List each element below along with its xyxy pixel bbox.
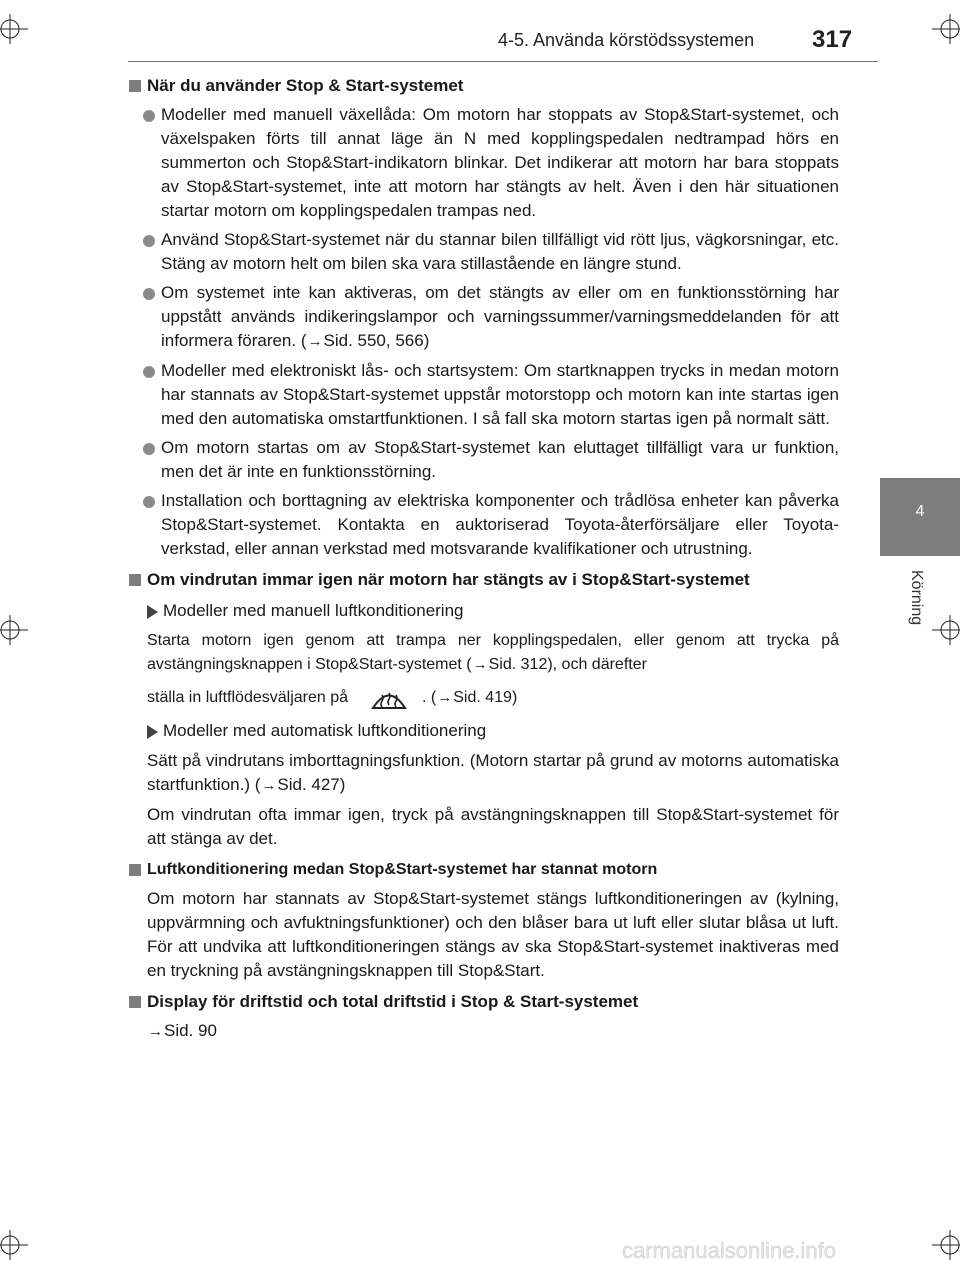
list-item-text: Installation och borttagning av elektriska komponenter och trådlösa enheter kan påverka Stop&Start-systemet. Kontakta en auktoriserad Toyota-återförsäljare eller Toyota-verkstad, eller annan verkstad med motsvarande kvalifikationer och utrustning.: [161, 491, 839, 558]
paragraph: [127, 1019, 839, 1044]
heading-text: Om vindrutan immar igen när motorn har stängts av i Stop&Start-systemet: [147, 570, 750, 589]
round-bullet-icon: [143, 496, 155, 508]
triangle-bullet-icon: [147, 725, 158, 739]
crop-mark-top-right: [930, 14, 960, 44]
paragraph-text: Om vindrutan ofta immar igen, tryck på avstängningsknappen till Stop&Start-systemet för att stänga av det.: [147, 805, 839, 848]
paragraph-text: . (: [422, 689, 437, 707]
arrow-right-icon: →: [437, 689, 453, 707]
page-reference[interactable]: Sid. 90: [164, 1021, 217, 1040]
page-content: [127, 75, 839, 1049]
list-item: [127, 436, 839, 484]
round-bullet-icon: [143, 443, 155, 455]
paragraph: [127, 749, 839, 798]
page-number: 317: [812, 26, 853, 53]
section-heading: [127, 991, 839, 1013]
chapter-number: 4: [915, 503, 925, 520]
crop-mark-bottom-left: [0, 1230, 30, 1260]
sub-heading: [127, 719, 839, 743]
heading-text: Display för driftstid och total driftstid i Stop & Start-systemet: [147, 992, 639, 1011]
page-reference[interactable]: Sid. 427): [277, 775, 346, 794]
square-bullet-icon: [129, 574, 141, 586]
arrow-right-icon: →: [307, 333, 323, 350]
round-bullet-icon: [143, 366, 155, 378]
list-item: [127, 359, 839, 431]
crop-mark-mid-right: [930, 615, 960, 645]
round-bullet-icon: [143, 288, 155, 300]
list-item-text: Om motorn startas om av Stop&Start-systemet kan eluttaget tillfälligt vara ur funktion, men det är inte en funktionsstörning.: [161, 438, 839, 481]
list-item: [127, 281, 839, 354]
sub-heading-text: Modeller med automatisk luftkonditionering: [163, 721, 487, 740]
list-item: [127, 228, 839, 276]
svg-text:carmanualsonline.info: carmanualsonline.info: [622, 1238, 837, 1263]
square-bullet-icon: [129, 864, 141, 876]
heading-text: När du använder Stop & Start-systemet: [147, 76, 464, 95]
paragraph-text: Sätt på vindrutans imborttagningsfunktion. (Motorn startar på grund av motorns automatiska startfunktion.) (: [147, 751, 839, 794]
arrow-right-icon: →: [261, 777, 277, 794]
header-divider: [128, 61, 878, 62]
page-reference[interactable]: Sid. 550, 566): [323, 331, 430, 350]
heading-text: Luftkonditionering medan Stop&Start-systemet har stannat motorn: [147, 861, 658, 878]
page-reference[interactable]: Sid. 419): [453, 689, 518, 707]
section-title: 4-5. Använda körstödssystemen: [498, 30, 755, 50]
sub-heading-text: Modeller med manuell luftkonditionering: [163, 601, 464, 620]
list-item-text: Om systemet inte kan aktiveras, om det stängts av eller om en funktionsstörning har uppstått används indikeringslampor och varningssummer/varningsmeddelanden för att informera föraren. (: [161, 283, 839, 350]
paragraph: [127, 803, 839, 851]
sub-heading: [127, 599, 839, 623]
crop-mark-bottom-right: [930, 1230, 960, 1260]
square-bullet-icon: [129, 996, 141, 1008]
paragraph: [127, 887, 839, 983]
round-bullet-icon: [143, 110, 155, 122]
list-item: [127, 103, 839, 223]
list-item: [127, 489, 839, 561]
section-heading: [127, 75, 839, 97]
arrow-right-icon: →: [472, 656, 488, 673]
square-bullet-icon: [129, 80, 141, 92]
arrow-right-icon: →: [148, 1023, 163, 1040]
paragraph-text: Starta motorn igen genom att trampa ner kopplingspedalen, eller genom att trycka på avstängningsknappen i Stop&Start-systemet (: [147, 632, 839, 673]
section-heading: [127, 859, 839, 881]
list-item-text: Använd Stop&Start-systemet när du stannar bilen tillfälligt vid rött ljus, vägkorsningar, etc. Stäng av motorn helt om bilen ska vara stillastående en längre stund.: [161, 230, 839, 273]
list-item-text: Modeller med elektroniskt lås- och startsystem: Om startknappen trycks in medan motorn har stannats av Stop&Start-systemet uppstår motorstopp och motorn kan inte startas igen med den automatiska omstartfunktionen. I så fall ska motorn startas igen på normalt sätt.: [161, 361, 839, 428]
triangle-bullet-icon: [147, 605, 158, 619]
paragraph: [127, 685, 839, 711]
section-heading: [127, 569, 839, 591]
crop-mark-mid-left: [0, 615, 30, 645]
windshield-defrost-icon: [370, 685, 408, 711]
paragraph: [127, 629, 839, 677]
chapter-name: Körning: [908, 570, 925, 626]
round-bullet-icon: [143, 235, 155, 247]
list-item-text: Modeller med manuell växellåda: Om motorn har stoppats av Stop&Start-systemet, och växelspaken förts till annat läge än N med kopplingspedalen nedtrampad hörs en summerton och Stop&Start-indikatorn blinkar. Det indikerar att motorn har bara stoppats av Stop&Start-systemet, inte att motorn har stängts av helt. Även i den här situationen startar motorn om kopplingspedalen trampas ned.: [161, 105, 839, 220]
paragraph-text: ställa in luftflödesväljaren på: [147, 689, 349, 707]
crop-mark-top-left: [0, 14, 30, 44]
paragraph-text: Om motorn har stannats av Stop&Start-systemet stängs luftkonditioneringen av (kylning, uppvärmning och avfuktningsfunktioner) och den blåser bara ut luft eller slutar blåsa ut luft. För att undvika att luftkonditioneringen stängs av ska Stop&Start-systemet inaktiveras med en tryckning på avstängningsknappen till Stop&Start.: [147, 889, 839, 980]
watermark-logo: [622, 1238, 912, 1269]
page-reference[interactable]: Sid. 312), och därefter: [488, 656, 647, 673]
